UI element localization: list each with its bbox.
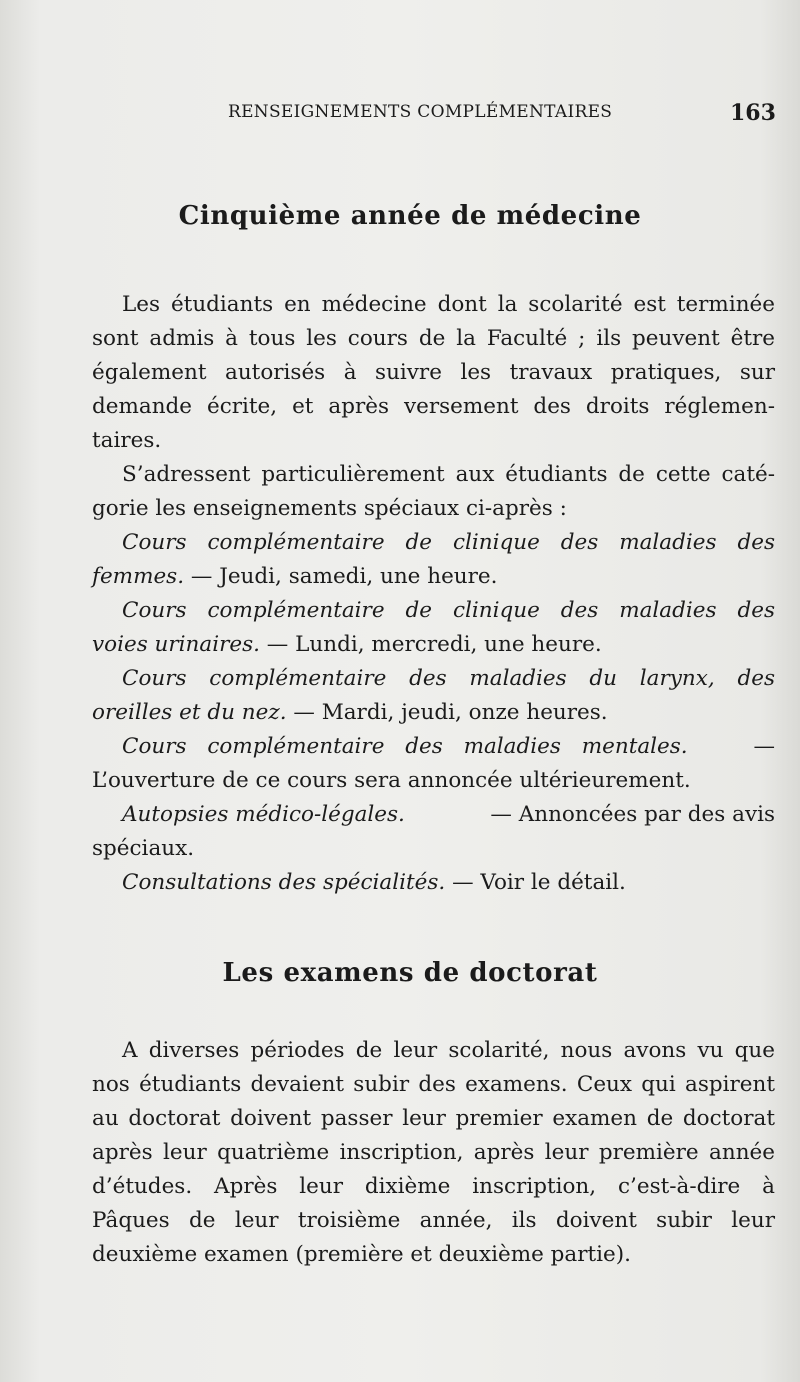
- course-entry-title: Autopsies médico-légales.: [122, 802, 405, 827]
- paragraph-line: nos étudiants devaient subir des examens. Ceux qui aspirent: [92, 1072, 775, 1097]
- course-entry-title: Cours complémentaire de clinique des maladies des: [122, 598, 775, 623]
- course-entry-note: L’ouverture de ce cours sera annoncée ultérieurement.: [92, 768, 691, 793]
- course-entry-time: — Mardi, jeudi, onze heures.: [286, 700, 608, 725]
- course-entry-dash: —: [753, 734, 775, 759]
- course-entry-title-line: [122, 799, 775, 831]
- paragraph-line: après leur quatrième inscription, après leur première année: [92, 1140, 775, 1165]
- paragraph-line: demande écrite, et après versement des droits réglemen-: [92, 394, 775, 419]
- course-entry-title: Cours complémentaire des maladies du larynx, des: [122, 666, 775, 691]
- course-entry-title: Cours complémentaire de clinique des maladies des: [122, 530, 775, 555]
- paragraph-line: sont admis à tous les cours de la Faculté ; ils peuvent être: [92, 326, 775, 351]
- paragraph-line: S’adressent particulièrement aux étudiants de cette caté-: [122, 462, 775, 487]
- course-entry-time: — Lundi, mercredi, une heure.: [259, 632, 602, 657]
- paragraph-line: Pâques de leur troisième année, ils doivent subir leur: [92, 1208, 775, 1233]
- course-entry-schedule: [92, 697, 775, 729]
- course-entry-title: Consultations des spécialités.: [122, 870, 446, 895]
- page-number: 163: [730, 100, 776, 126]
- course-entry-note: — Voir le détail.: [445, 870, 626, 895]
- running-title: RENSEIGNEMENTS COMPLÉMENTAIRES: [228, 102, 613, 122]
- course-entry-schedule: [92, 561, 775, 593]
- paragraph-line: d’études. Après leur dixième inscription, c’est-à-dire à: [92, 1174, 775, 1199]
- paragraph-line: Les étudiants en médecine dont la scolarité est terminée: [122, 292, 775, 317]
- course-entry-title-line: [122, 867, 775, 899]
- paragraph-line: au doctorat doivent passer leur premier examen de doctorat: [92, 1106, 775, 1131]
- page-header: [0, 100, 800, 130]
- course-entry-title: oreilles et du nez.: [92, 700, 287, 725]
- paragraph-line: taires.: [92, 428, 162, 453]
- course-entry-title: voies urinaires.: [92, 632, 260, 657]
- section-heading-cinquieme-annee: Cinquième année de médecine: [178, 201, 642, 231]
- course-entry-note: — Annoncées par des avis: [490, 802, 775, 827]
- course-entry-time: — Jeudi, samedi, une heure.: [184, 564, 498, 589]
- paragraph-line: deuxième examen (première et deuxième partie).: [92, 1242, 631, 1267]
- paragraph-line: gorie les enseignements spéciaux ci-après :: [92, 496, 567, 521]
- course-entry-note: spéciaux.: [92, 836, 195, 861]
- course-entry-title: femmes.: [92, 564, 185, 589]
- course-entry-schedule: [92, 629, 775, 661]
- paragraph-line: A diverses périodes de leur scolarité, nous avons vu que: [122, 1038, 775, 1063]
- section-heading-examens-doctorat: Les examens de doctorat: [222, 958, 598, 988]
- paragraph-line: également autorisés à suivre les travaux pratiques, sur: [92, 360, 775, 385]
- course-entry-title: Cours complémentaire des maladies mentales.: [122, 734, 688, 759]
- course-entry-title-line: [122, 731, 775, 763]
